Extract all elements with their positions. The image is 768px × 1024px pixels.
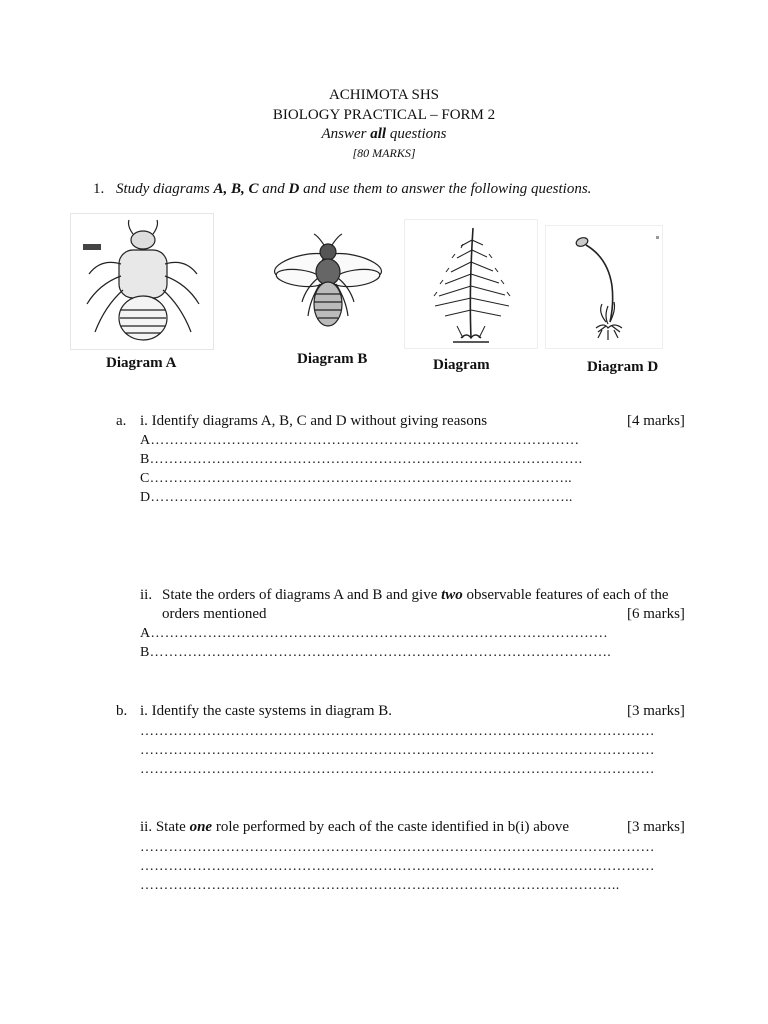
diagram-c-caption: Diagram xyxy=(433,357,490,373)
answer-line-b-i-2[interactable]: ……………………………………………………………………………………………… xyxy=(140,743,655,758)
part-a-ii-post: observable features of each of the xyxy=(462,587,669,603)
school-name: ACHIMOTA SHS xyxy=(328,87,440,103)
stem-mid: and xyxy=(258,181,289,197)
termite-illustration xyxy=(70,213,214,350)
part-a-ii-pre: State the orders of diagrams A and B and give xyxy=(162,587,442,603)
answer-line-a-ii-A[interactable]: A…………………………………………………………………………………… xyxy=(140,626,609,641)
part-a-ii-bold: two xyxy=(441,587,463,603)
instruction-pre: Answer xyxy=(321,126,371,142)
part-b-ii-post: role performed by each of the caste identified in b(i) above xyxy=(212,819,570,835)
part-a-ii-text xyxy=(162,587,669,604)
part-a-ii-marks: [6 marks] xyxy=(627,606,685,622)
part-b-ii-text xyxy=(140,819,569,836)
part-a-i-marks: [4 marks] xyxy=(627,413,685,429)
diagram-b-caption: Diagram B xyxy=(297,351,368,367)
moss-sporophyte-illustration xyxy=(545,225,663,349)
answer-line-b-ii-1[interactable]: ……………………………………………………………………………………………… xyxy=(140,840,655,855)
instruction-post: questions xyxy=(386,126,447,142)
answer-line-b-ii-3[interactable]: ……………………………………………………………………………………….. xyxy=(140,878,620,893)
instruction-bold: all xyxy=(370,126,387,142)
answer-line-a-i-D[interactable]: D…………………………………………………………………………….. xyxy=(140,490,573,505)
part-b-ii-marks: [3 marks] xyxy=(627,819,685,835)
bee-illustration xyxy=(266,222,390,344)
part-a-ii-num: ii. xyxy=(140,587,153,603)
total-marks: [80 MARKS] xyxy=(352,146,416,160)
part-b-ii-pre: ii. State xyxy=(140,819,190,835)
stem-pre: Study diagrams xyxy=(116,181,214,197)
answer-line-a-ii-B[interactable]: B……………………………………………………………………………………. xyxy=(140,645,612,660)
diagram-d-caption: Diagram D xyxy=(587,359,659,375)
question-stem xyxy=(116,181,591,198)
part-b-letter: b. xyxy=(116,703,128,719)
answer-line-a-i-B[interactable]: B………………………………………………………………………………. xyxy=(140,452,583,467)
part-b-i-text: i. Identify the caste systems in diagram B. xyxy=(140,703,393,719)
paper-title: BIOLOGY PRACTICAL – FORM 2 xyxy=(272,107,496,123)
answer-line-b-i-1[interactable]: ……………………………………………………………………………………………… xyxy=(140,724,655,739)
diagram-a-caption: Diagram A xyxy=(106,355,177,371)
answer-line-b-ii-2[interactable]: ……………………………………………………………………………………………… xyxy=(140,859,655,874)
part-a-letter: a. xyxy=(116,413,127,429)
part-b-i-marks: [3 marks] xyxy=(627,703,685,719)
answer-line-a-i-A[interactable]: A……………………………………………………………………………… xyxy=(140,433,580,448)
part-b-ii-bold: one xyxy=(189,819,213,835)
stem-post: and use them to answer the following questions. xyxy=(299,181,592,197)
stem-bold-abc: A, B, C xyxy=(213,181,259,197)
fern-illustration xyxy=(404,219,538,349)
question-number: 1. xyxy=(93,181,105,197)
part-a-ii-line2: orders mentioned xyxy=(162,606,267,622)
answer-line-a-i-C[interactable]: C…………………………………………………………………………….. xyxy=(140,471,572,486)
answer-line-b-i-3[interactable]: ……………………………………………………………………………………………… xyxy=(140,762,655,777)
part-a-i-text: i. Identify diagrams A, B, C and D without giving reasons xyxy=(140,413,488,429)
instruction xyxy=(0,126,768,143)
stem-bold-d: D xyxy=(288,181,300,197)
